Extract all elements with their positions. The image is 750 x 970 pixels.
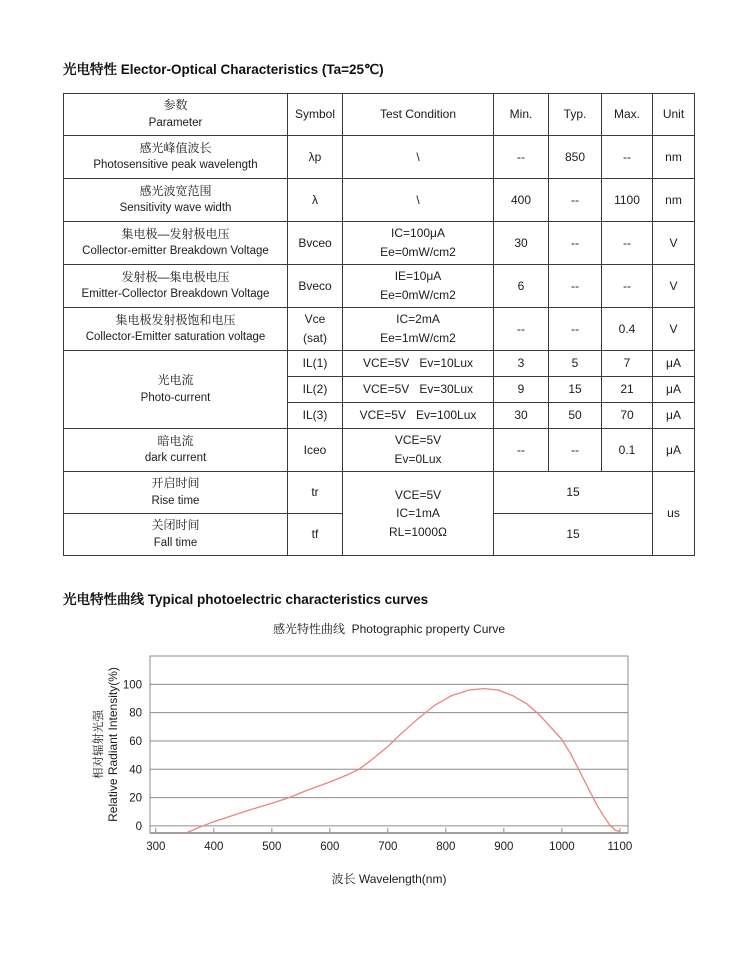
y-tick-label: 80	[129, 707, 142, 720]
fall-time-value-cell: 15	[494, 514, 653, 556]
y-axis-title-zh: 相对辐射光强	[93, 710, 105, 779]
condition-line: VCE=5V	[394, 487, 442, 502]
param-en: Fall time	[153, 536, 198, 549]
row-rise-time	[64, 472, 695, 514]
eo-characteristics-table	[63, 93, 695, 556]
param-en: Emitter-Collector Breakdown Voltage	[81, 288, 270, 301]
y-tick-label: 100	[122, 679, 142, 692]
symbol-cell	[288, 308, 343, 351]
typ-cell: 50	[549, 403, 602, 429]
min-cell: 6	[494, 265, 549, 308]
x-tick-label: 800	[436, 841, 456, 853]
param-zh: 开启时间	[151, 476, 200, 491]
x-axis-title: 波长 Wavelength(nm)	[331, 872, 447, 886]
y-tick-label: 0	[135, 820, 142, 833]
y-axis-title-en: Relative Radiant Intensity(%)	[106, 667, 120, 822]
param-en: Photo-current	[140, 391, 211, 404]
condition-line: IE=10μA	[394, 269, 442, 284]
unit-cell: μA	[653, 429, 695, 472]
col-header-min: Min.	[494, 94, 549, 136]
symbol-cell: IL(1)	[288, 351, 343, 377]
col-header-condition: Test Condition	[343, 94, 494, 136]
condition-line: Ee=1mW/cm2	[380, 331, 456, 345]
symbol-cell: IL(2)	[288, 377, 343, 403]
unit-cell: μA	[653, 377, 695, 403]
row-bvceo	[64, 222, 695, 265]
param-cell	[64, 222, 288, 265]
typ-cell: --	[549, 308, 602, 351]
param-en: dark current	[144, 452, 207, 465]
max-cell: 0.4	[602, 308, 653, 351]
col-header-max: Max.	[602, 94, 653, 136]
row-bveco	[64, 265, 695, 308]
unit-cell: V	[653, 265, 695, 308]
typ-cell: --	[549, 265, 602, 308]
section-title-eo-characteristics: 光电特性 Elector-Optical Characteristics (Ta=25℃)	[63, 62, 384, 77]
condition-cell	[343, 308, 494, 351]
param-cell	[64, 429, 288, 472]
max-cell: 0.1	[602, 429, 653, 472]
min-cell: 3	[494, 351, 549, 377]
min-cell: 9	[494, 377, 549, 403]
max-cell: --	[602, 222, 653, 265]
spectral-response-curve	[186, 689, 620, 833]
condition-line: Ee=0mW/cm2	[380, 245, 456, 259]
unit-cell: nm	[653, 179, 695, 222]
x-tick-label: 1100	[607, 841, 633, 853]
typ-cell: 15	[549, 377, 602, 403]
unit-cell: μA	[653, 403, 695, 429]
param-en: Collector-Emitter saturation voltage	[85, 331, 266, 344]
x-tick-label: 400	[204, 841, 224, 853]
timing-condition-cell	[343, 472, 494, 556]
param-cell	[64, 136, 288, 179]
condition-cell	[343, 265, 494, 308]
condition-line: IC=2mA	[396, 312, 440, 327]
symbol-cell: Iceo	[288, 429, 343, 472]
param-zh: 感光波宽范围	[139, 183, 212, 198]
param-zh: 发射极—集电极电压	[121, 269, 230, 284]
condition-line: Ee=0mW/cm2	[380, 288, 456, 302]
param-zh: 集电极发射极饱和电压	[115, 312, 236, 327]
param-cell	[64, 308, 288, 351]
symbol-line: Vce	[304, 312, 326, 327]
chart-title: 感光特性曲线 Photographic property Curve	[272, 622, 506, 636]
max-cell: 70	[602, 403, 653, 429]
table-header-row	[64, 94, 695, 136]
symbol-cell: tf	[288, 514, 343, 556]
x-tick-label: 1000	[549, 841, 575, 853]
condition-cell: VCE=5V Ev=10Lux	[343, 351, 494, 377]
param-en: Photosensitive peak wavelength	[93, 159, 258, 172]
header-parameter-en: Parameter	[148, 116, 203, 129]
param-en: Rise time	[151, 494, 200, 507]
min-cell: --	[494, 429, 549, 472]
col-header-unit: Unit	[653, 94, 695, 136]
param-zh: 暗电流	[157, 433, 194, 448]
symbol-cell: tr	[288, 472, 343, 514]
typ-cell: --	[549, 222, 602, 265]
symbol-cell: λp	[288, 136, 343, 179]
param-cell	[64, 514, 288, 556]
typ-cell: 5	[549, 351, 602, 377]
param-zh: 感光峰值波长	[139, 140, 212, 155]
x-tick-label: 900	[494, 841, 514, 853]
row-photo-current-1	[64, 351, 695, 377]
max-cell: 21	[602, 377, 653, 403]
param-zh: 关闭时间	[151, 518, 200, 533]
condition-cell: VCE=5V Ev=30Lux	[343, 377, 494, 403]
param-cell-photo-current	[64, 351, 288, 429]
y-tick-label: 40	[129, 764, 142, 777]
max-cell: 1100	[602, 179, 653, 222]
symbol-line: (sat)	[303, 331, 327, 345]
condition-cell	[343, 222, 494, 265]
col-header-typ: Typ.	[549, 94, 602, 136]
row-dark-current	[64, 429, 695, 472]
condition-line: IC=1mA	[396, 506, 440, 521]
condition-cell: \	[343, 136, 494, 179]
param-cell	[64, 472, 288, 514]
symbol-cell: IL(3)	[288, 403, 343, 429]
min-cell: 400	[494, 179, 549, 222]
condition-line: RL=1000Ω	[388, 524, 447, 539]
min-cell: 30	[494, 222, 549, 265]
row-vce-sat	[64, 308, 695, 351]
max-cell: --	[602, 265, 653, 308]
symbol-cell: Bvceo	[288, 222, 343, 265]
unit-cell: V	[653, 222, 695, 265]
param-zh: 集电极—发射极电压	[121, 226, 230, 241]
condition-line: IC=100μA	[391, 226, 445, 241]
y-tick-label: 20	[129, 792, 142, 805]
param-cell	[64, 179, 288, 222]
min-cell: --	[494, 308, 549, 351]
unit-cell: μA	[653, 351, 695, 377]
x-tick-label: 300	[146, 841, 166, 853]
param-zh: 光电流	[157, 373, 194, 388]
x-tick-label: 700	[378, 841, 398, 853]
x-tick-label: 600	[320, 841, 340, 853]
param-en: Sensitivity wave width	[119, 202, 232, 215]
condition-line: VCE=5V	[394, 433, 442, 448]
row-wave-width	[64, 179, 695, 222]
col-header-parameter	[64, 94, 288, 136]
max-cell: 7	[602, 351, 653, 377]
section-title-curves: 光电特性曲线 Typical photoelectric characteristics curves	[63, 592, 429, 607]
typ-cell: --	[549, 429, 602, 472]
typ-cell: 850	[549, 136, 602, 179]
min-cell: 30	[494, 403, 549, 429]
condition-line: Ev=0Lux	[394, 452, 442, 466]
rise-time-value-cell: 15	[494, 472, 653, 514]
max-cell: --	[602, 136, 653, 179]
param-en: Collector-emitter Breakdown Voltage	[82, 245, 269, 258]
x-tick-label: 500	[262, 841, 282, 853]
symbol-cell: Bveco	[288, 265, 343, 308]
plot-frame	[150, 656, 628, 833]
condition-cell	[343, 429, 494, 472]
row-peak-wavelength	[64, 136, 695, 179]
min-cell: --	[494, 136, 549, 179]
unit-cell: nm	[653, 136, 695, 179]
photographic-property-curve-chart	[85, 645, 665, 905]
timing-unit-cell: us	[653, 472, 695, 556]
typ-cell: --	[549, 179, 602, 222]
condition-cell: VCE=5V Ev=100Lux	[343, 403, 494, 429]
col-header-symbol: Symbol	[288, 94, 343, 136]
param-cell	[64, 265, 288, 308]
y-tick-label: 60	[129, 735, 142, 748]
symbol-cell: λ	[288, 179, 343, 222]
header-parameter-zh: 参数	[163, 98, 188, 113]
unit-cell: V	[653, 308, 695, 351]
condition-cell: \	[343, 179, 494, 222]
